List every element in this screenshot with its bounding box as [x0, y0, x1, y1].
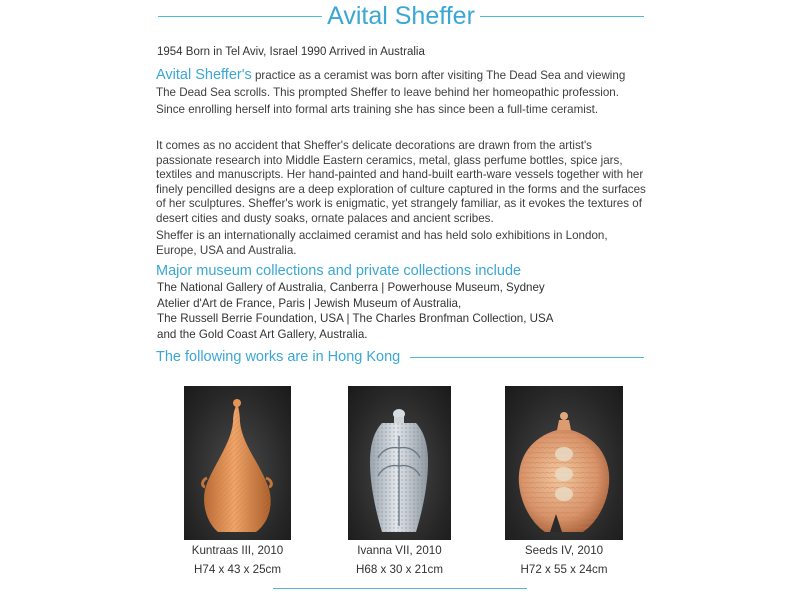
collections-list — [157, 280, 637, 342]
collections-line: The National Gallery of Australia, Canberra | Powerhouse Museum, Sydney — [157, 281, 545, 294]
works-heading-row — [156, 347, 644, 367]
work-title: Ivanna VII, 2010 — [357, 544, 442, 557]
title-row — [158, 2, 644, 30]
bio-paragraph-1-text: practice as a ceramist was born after visiting The Dead Sea and viewing The Dead Sea scrolls. This prompted Sheffer to leave behind her homeopathic profession. Since enrolling herself into formal arts training she has since been a full-time ceramist. — [156, 69, 626, 116]
collections-heading: Major museum collections and private collections include — [156, 263, 522, 279]
vase-seeds-image — [505, 386, 623, 540]
work-card[interactable] — [505, 386, 623, 578]
works-heading: The following works are in Hong Kong — [156, 349, 401, 365]
collections-line: Atelier d'Art de France, Paris | Jewish Museum of Australia, — [157, 296, 462, 310]
work-title: Seeds IV, 2010 — [524, 544, 604, 557]
title-rule-right — [480, 16, 644, 17]
artist-name-highlight: Avital Sheffer's — [156, 67, 252, 83]
work-dimensions: H68 x 30 x 21cm — [356, 563, 443, 576]
bottom-divider — [273, 588, 527, 589]
collections-line: and the Gold Coast Art Gallery, Australia. — [157, 327, 368, 341]
bio-paragraph-1 — [156, 67, 648, 118]
bio-paragraph-3: Sheffer is an internationally acclaimed ceramist and has held solo exhibitions in London, Europe, USA and Australia. — [156, 229, 608, 257]
work-dimensions: H74 x 43 x 25cm — [194, 563, 281, 576]
work-image[interactable] — [348, 386, 451, 540]
work-image[interactable] — [505, 386, 623, 540]
work-title: Kuntraas III, 2010 — [191, 544, 284, 557]
work-card[interactable] — [184, 386, 291, 578]
vase-ivanna-image — [348, 386, 451, 540]
page-title: Avital Sheffer — [327, 2, 475, 30]
work-card[interactable] — [348, 386, 451, 578]
collections-line: The Russell Berrie Foundation, USA | The Charles Bronfman Collection, USA — [157, 312, 554, 325]
vase-kuntraas-image — [184, 386, 291, 540]
bio-paragraph-2: It comes as no accident that Sheffer's delicate decorations are drawn from the artist's passionate research into Middle Eastern ceramics, metal, glass perfume bottles, spice jars, textiles and manuscripts. Her hand-painted and hand-built earth-ware vessels together with her finely pencilled designs are a deep exploration of culture captured in the forms and the surfaces of her sculptures. Sheffer's work is enigmatic, yet strangely familiar, as it evokes the textures of desert cities and dusty soaks, ornate palaces and ancient scribes. — [156, 139, 646, 225]
work-image[interactable] — [184, 386, 291, 540]
works-heading-rule — [410, 357, 644, 358]
title-rule-left — [158, 16, 322, 17]
work-dimensions: H72 x 55 x 24cm — [520, 563, 608, 576]
birth-info: 1954 Born in Tel Aviv, Israel 1990 Arrived in Australia — [157, 46, 425, 58]
